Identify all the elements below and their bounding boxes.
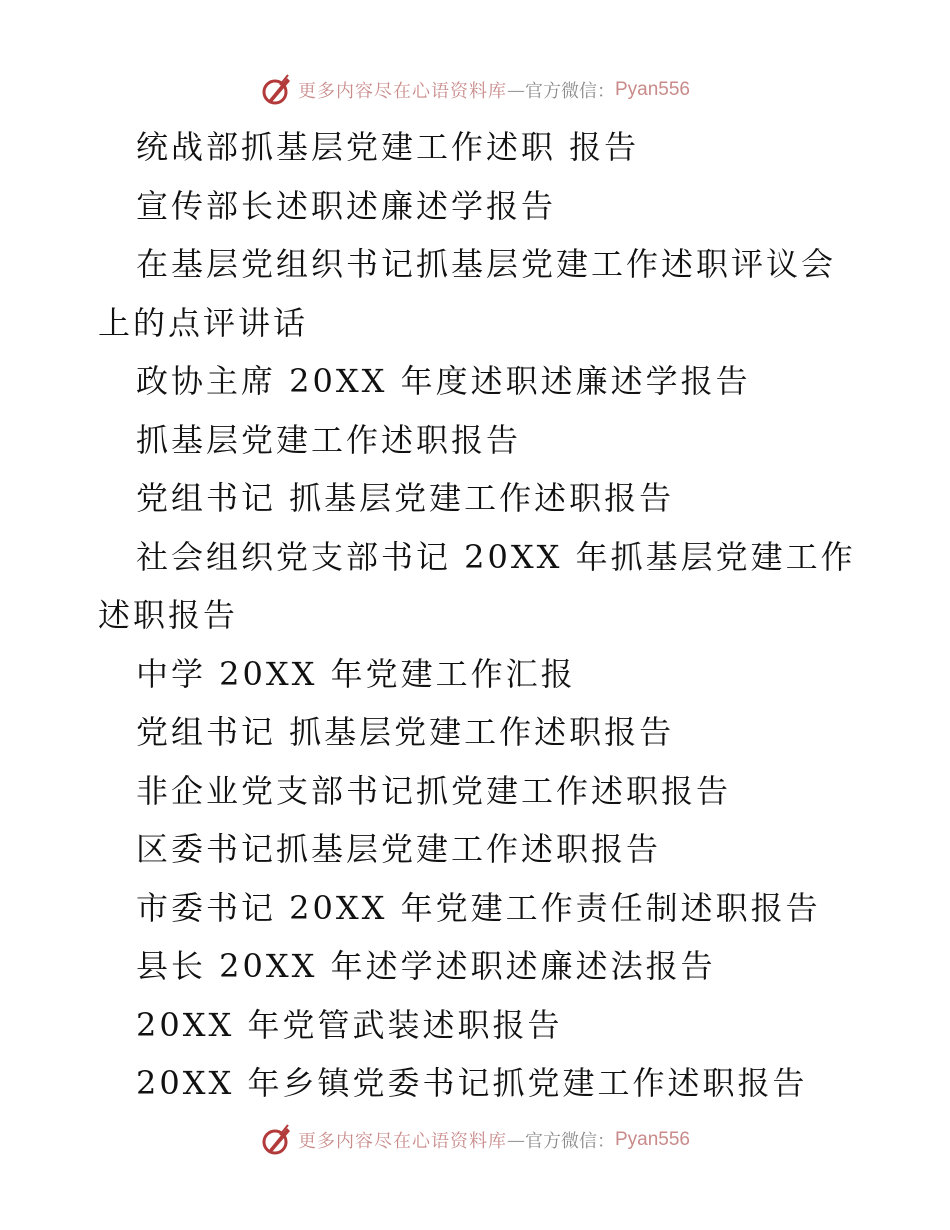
- watermark-separator: —: [506, 1129, 525, 1151]
- document-line: 在基层党组织书记抓基层党建工作述职评议会上的点评讲话: [98, 245, 837, 342]
- watermark-separator: —: [506, 79, 525, 101]
- footer-watermark: [0, 1120, 950, 1160]
- document-line: 社会组织党支部书记 20XX 年抓基层党建工作述职报告: [98, 537, 856, 634]
- watermark-site-text: 更多内容尽在心语资料库: [297, 81, 507, 102]
- document-line: 宣传部长述职述廉述学报告: [136, 186, 557, 225]
- document-line: 统战部抓基层党建工作述职 报告: [136, 128, 640, 166]
- document-line: 中学 20XX 年党建工作汇报: [136, 654, 576, 693]
- document-line: 县长 20XX 年述学述职述廉述法报告: [136, 947, 716, 985]
- document-body: [98, 118, 858, 1113]
- watermark-site-text: 更多内容尽在心语资料库: [297, 1131, 507, 1152]
- document-line: 党组书记 抓基层党建工作述职报告: [136, 713, 675, 751]
- document-line: 政协主席 20XX 年度述职述廉述学报告: [136, 362, 751, 400]
- watermark-contact-id: Pyan556: [614, 1129, 690, 1150]
- document-line: 20XX 年乡镇党委书记抓党建工作述职报告: [136, 1064, 808, 1102]
- document-line: 抓基层党建工作述职报告: [136, 420, 522, 459]
- quill-pen-logo-icon: [260, 1123, 294, 1157]
- watermark-contact-id: Pyan556: [614, 79, 690, 100]
- quill-pen-logo-icon: [260, 73, 294, 107]
- header-watermark: [0, 70, 950, 110]
- watermark-contact-label: 官方微信：: [524, 1131, 615, 1152]
- watermark-contact-label: 官方微信：: [524, 81, 615, 102]
- document-line: 市委书记 20XX 年党建工作责任制述职报告: [136, 888, 821, 927]
- document-line: 区委书记抓基层党建工作述职报告: [136, 830, 662, 868]
- document-line: 党组书记 抓基层党建工作述职报告: [136, 479, 675, 517]
- document-line: 20XX 年党管武装述职报告: [136, 1005, 563, 1044]
- document-line: 非企业党支部书记抓党建工作述职报告: [136, 771, 732, 810]
